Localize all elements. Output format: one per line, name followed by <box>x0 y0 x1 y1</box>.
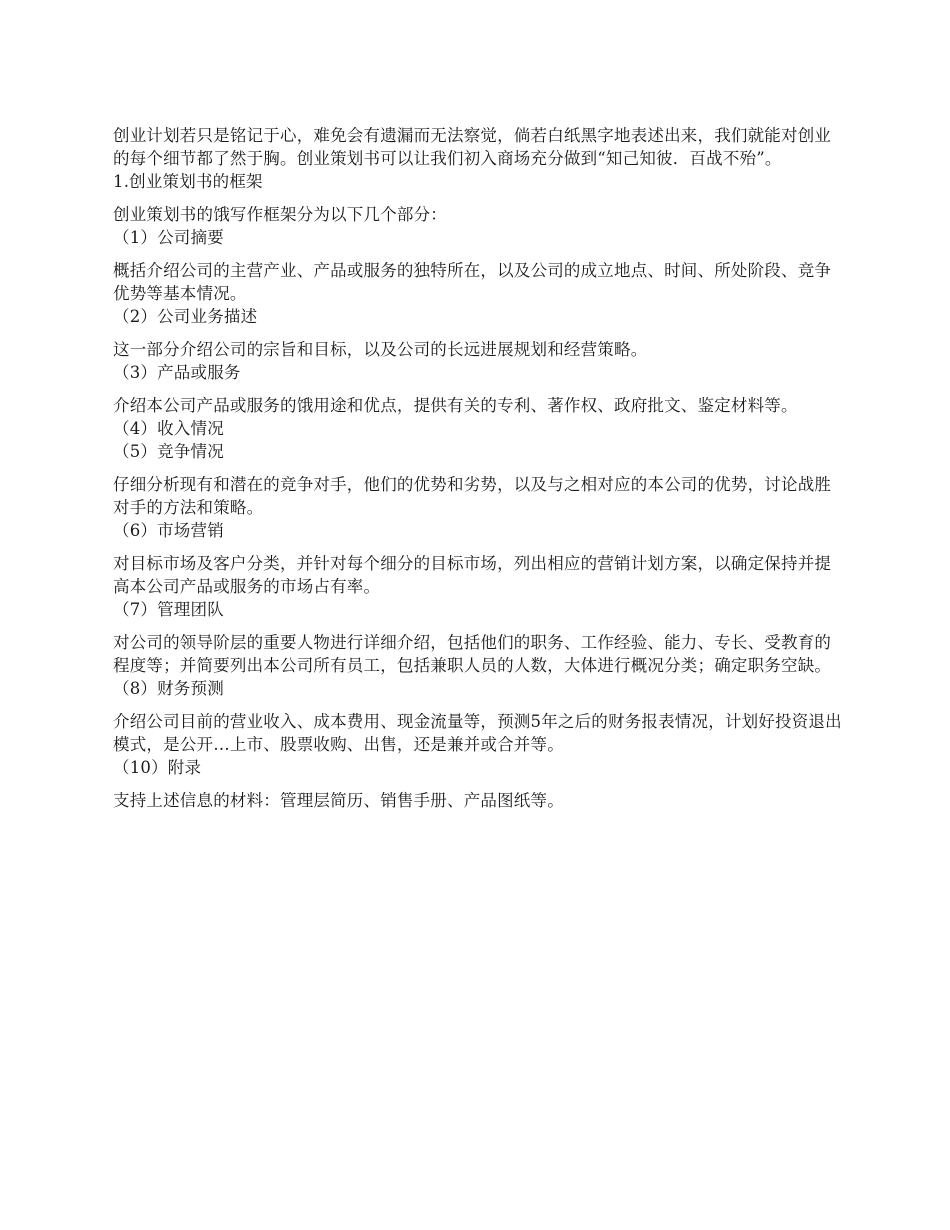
item-body-5: 仔细分析现有和潜在的竞争对手，他们的优势和劣势，以及与之相对应的本公司的优势，讨论战胜对手的方法和策略。 <box>113 475 832 517</box>
intro-paragraph: 创业计划若只是铭记于心，难免会有遗漏而无法察觉，倘若白纸黑字地表述出来，我们就能对创业的每个细节都了然于胸。创业策划书可以让我们初入商场充分做到“知己知彼．百战不殆”。 <box>113 126 832 168</box>
item-heading-8: （8）财务预测 <box>113 679 224 698</box>
item-heading-4: （4）收入情况 <box>113 419 224 438</box>
item-body-3: 介绍本公司产品或服务的饿用途和优点，提供有关的专利、著作权、政府批文、鉴定材料等。 <box>113 396 798 415</box>
item-body-7: 对公司的领导阶层的重要人物进行详细介绍，包括他们的职务、工作经验、能力、专长、受教育的程度等；并简要列出本公司所有员工，包括兼职人员的人数，大体进行概况分类；确定职务空缺。 <box>113 633 832 675</box>
item-body-2: 这一部分介绍公司的宗旨和目标，以及公司的长远进展规划和经营策略。 <box>113 340 648 359</box>
document-page <box>113 124 843 812</box>
section-title: 1.创业策划书的框架 <box>113 172 263 191</box>
item-body-1: 概括介绍公司的主营产业、产品或服务的独特所在，以及公司的成立地点、时间、所处阶段、竞争优势等基本情况。 <box>113 261 832 303</box>
item-heading-7: （7）管理团队 <box>113 600 224 619</box>
item-heading-10: （10）附录 <box>113 758 202 777</box>
item-heading-1: （1）公司摘要 <box>113 228 224 247</box>
section-intro: 创业策划书的饿写作框架分为以下几个部分： <box>113 205 447 224</box>
item-body-10: 支持上述信息的材料：管理层简历、销售手册、产品图纸等。 <box>113 791 564 810</box>
item-body-6: 对目标市场及客户分类，并针对每个细分的目标市场，列出相应的营销计划方案，以确定保持并提高本公司产品或服务的市场占有率。 <box>113 554 832 596</box>
item-heading-2: （2）公司业务描述 <box>113 307 258 326</box>
item-heading-3: （3）产品或服务 <box>113 363 241 382</box>
item-heading-6: （6）市场营销 <box>113 521 224 540</box>
item-body-8: 介绍公司目前的营业收入、成本费用、现金流量等，预测5年之后的财务报表情况，计划好投资退出模式，是公开…上市、股票收购、出售，还是兼并或合并等。 <box>113 712 842 754</box>
item-heading-5: （5）竞争情况 <box>113 442 224 461</box>
